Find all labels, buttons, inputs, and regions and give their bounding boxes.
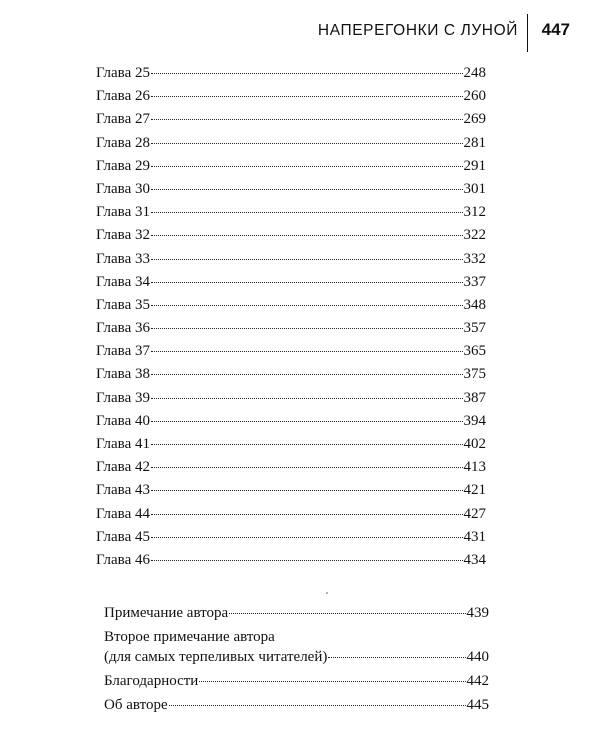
toc-entry-label: Глава 38 [96, 366, 150, 383]
toc-entry-label: Примечание автора [104, 605, 229, 621]
toc-entry-page: 427 [463, 505, 486, 522]
toc-entry-label: Глава 30 [96, 180, 150, 197]
running-title: НАПЕРЕГОНКИ С ЛУНОЙ [317, 22, 518, 39]
toc-entry-chapter-28 [96, 135, 486, 158]
toc-entry-chapter-43 [96, 482, 486, 505]
dot-leader [151, 398, 463, 399]
toc-entry-page: 357 [463, 320, 486, 337]
toc-entry-label: Глава 27 [96, 111, 150, 128]
dot-leader [151, 119, 463, 120]
toc-entry-label: Глава 35 [96, 296, 150, 313]
toc-entry-page: 248 [463, 65, 486, 81]
toc-entry-chapter-29 [96, 158, 486, 181]
toc-entry-label: Глава 34 [96, 273, 150, 290]
toc-entry-chapter-27 [96, 111, 486, 134]
toc-entry-label: Глава 39 [96, 389, 150, 406]
toc-entry-page: 440 [466, 649, 489, 665]
toc-entry-label: Глава 46 [96, 551, 150, 568]
dot-leader [151, 328, 463, 329]
print-speck [326, 592, 328, 594]
toc-entry-page: 375 [463, 366, 486, 383]
toc-entry-chapter-26 [96, 88, 486, 111]
toc-entry-label: Глава 28 [96, 134, 150, 151]
dot-leader [199, 681, 465, 682]
toc-entry-label: Глава 37 [96, 343, 150, 360]
toc-entry-label: Глава 36 [96, 320, 150, 337]
running-head [268, 14, 578, 54]
back-matter-list [104, 605, 489, 721]
dot-leader [151, 351, 463, 352]
toc-entry-page: 402 [463, 436, 486, 452]
dot-leader [229, 613, 465, 614]
toc-entry-about-author [104, 697, 489, 721]
toc-entry-chapter-41 [96, 436, 486, 459]
toc-entry-chapter-30 [96, 181, 486, 204]
toc-entry-label: Глава 44 [96, 505, 150, 522]
dot-leader [328, 657, 465, 658]
toc-entry-page: 387 [463, 389, 486, 406]
toc-entry-thanks [104, 673, 489, 697]
toc-entry-page: 269 [463, 111, 486, 128]
dot-leader [151, 374, 463, 375]
dot-leader [151, 560, 463, 561]
toc-entry-label: (для самых терпеливых читателей) [104, 649, 328, 665]
toc-entry-page: 421 [463, 482, 486, 499]
toc-entry-page: 442 [466, 673, 489, 689]
chapter-list [96, 65, 486, 575]
toc-entry-chapter-32 [96, 227, 486, 250]
dot-leader [151, 96, 463, 97]
dot-leader [151, 189, 463, 190]
toc-entry-page: 322 [463, 227, 486, 244]
toc-entry-chapter-36 [96, 320, 486, 343]
toc-entry-chapter-40 [96, 413, 486, 436]
toc-entry-chapter-42 [96, 459, 486, 482]
toc-entry-label: Глава 33 [96, 250, 150, 267]
dot-leader [151, 467, 463, 468]
toc-entry-label: Благодарности [104, 673, 199, 689]
toc-entry-page: 413 [463, 459, 486, 476]
toc-entry-chapter-45 [96, 529, 486, 552]
header-divider [527, 14, 528, 52]
toc-entry-page: 332 [463, 250, 486, 267]
toc-entry-label: Об авторе [104, 697, 168, 713]
toc-entry-label: Глава 40 [96, 412, 150, 429]
toc-entry-page: 337 [463, 273, 486, 290]
toc-entry-chapter-39 [96, 390, 486, 413]
toc-entry-label: Глава 42 [96, 459, 150, 476]
dot-leader [151, 490, 463, 491]
toc-entry-author-note [104, 605, 489, 629]
toc-entry-page: 260 [463, 88, 486, 105]
toc-entry-page: 431 [463, 528, 486, 545]
toc-entry-chapter-25 [96, 65, 486, 88]
toc-entry-chapter-33 [96, 251, 486, 274]
toc-entry-page: 281 [463, 134, 486, 151]
toc-entry-page: 301 [463, 180, 486, 197]
toc-entry-page: 394 [463, 412, 486, 429]
dot-leader [151, 143, 463, 144]
toc-entry-page: 439 [466, 605, 489, 621]
toc-entry-chapter-31 [96, 204, 486, 227]
toc-entry-chapter-46 [96, 552, 486, 575]
toc-entry-page: 434 [463, 551, 486, 568]
toc-entry-page: 312 [463, 204, 486, 221]
dot-leader [151, 166, 463, 167]
page-number: 447 [541, 20, 570, 39]
dot-leader [151, 73, 463, 74]
toc-entry-chapter-38 [96, 366, 486, 389]
toc-entry-chapter-35 [96, 297, 486, 320]
toc-entry-page: 365 [463, 343, 486, 360]
dot-leader [151, 212, 463, 213]
toc-entry-page: 445 [466, 697, 489, 713]
toc-entry-second-note [104, 649, 489, 673]
dot-leader [151, 514, 463, 515]
toc-entry-label: Глава 31 [96, 204, 150, 221]
dot-leader [151, 259, 463, 260]
toc-entry-page: 291 [463, 157, 486, 174]
toc-entry-label: Глава 32 [96, 227, 150, 244]
dot-leader [151, 421, 463, 422]
toc-entry-label: Глава 29 [96, 157, 150, 174]
toc-entry-label: Глава 26 [96, 88, 150, 105]
toc-entry-label: Глава 43 [96, 482, 150, 499]
dot-leader [169, 705, 466, 706]
toc-entry-page: 348 [463, 296, 486, 313]
toc-entry-chapter-34 [96, 274, 486, 297]
toc-entry-chapter-37 [96, 343, 486, 366]
toc-entry-chapter-44 [96, 506, 486, 529]
toc-entry-label: Глава 25 [96, 65, 150, 81]
dot-leader [151, 235, 463, 236]
dot-leader [151, 537, 463, 538]
dot-leader [151, 444, 463, 445]
toc-entry-second-note-line1: Второе примечание автора [104, 629, 275, 645]
dot-leader [151, 282, 463, 283]
toc-entry-label: Глава 45 [96, 528, 150, 545]
toc-entry-label: Глава 41 [96, 436, 150, 452]
dot-leader [151, 305, 463, 306]
